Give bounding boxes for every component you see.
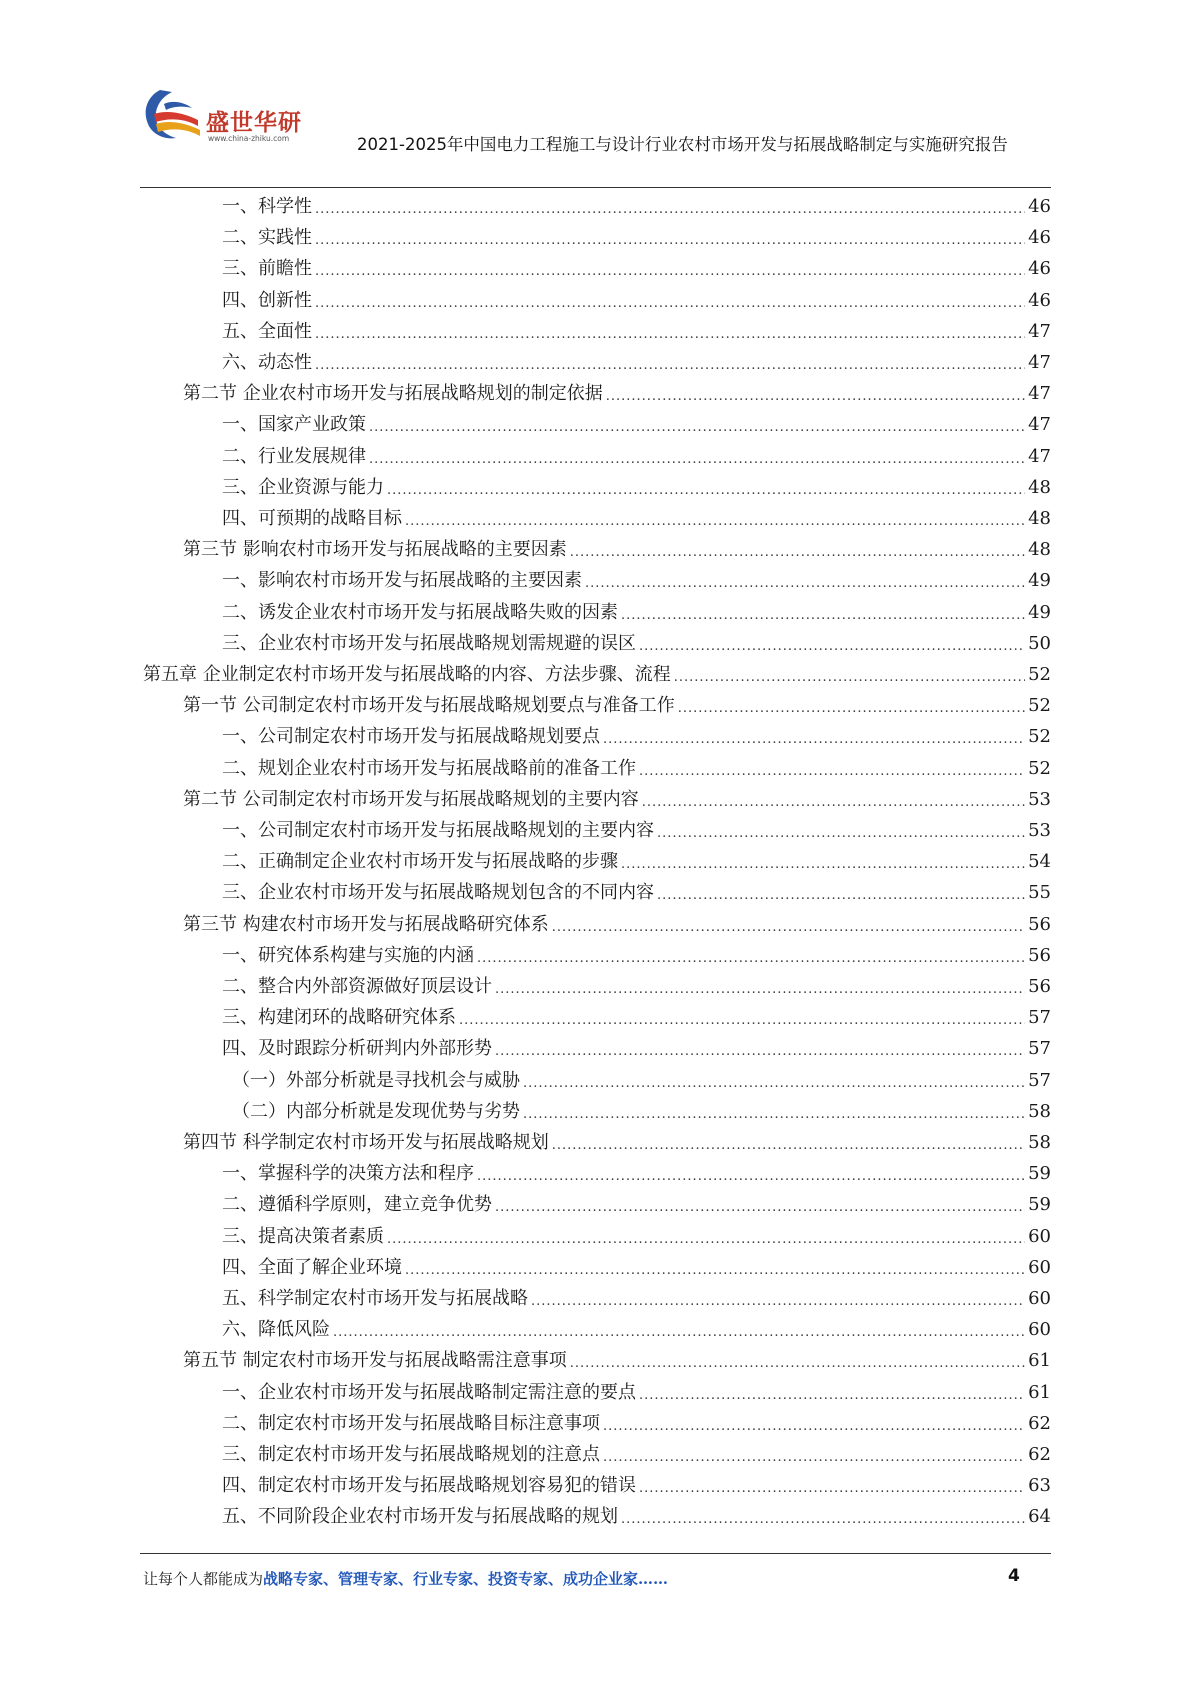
toc-entry-label: 二、实践性 <box>222 227 312 249</box>
toc-entry-label: 二、规划企业农村市场开发与拓展战略前的准备工作 <box>222 757 636 779</box>
toc-entry-label: 二、遵循科学原则，建立竞争优势 <box>222 1194 492 1216</box>
toc-entry[interactable] <box>222 1501 1051 1532</box>
toc-entry-label: 三、企业农村市场开发与拓展战略规划包含的不同内容 <box>222 882 654 904</box>
toc-leader-dots <box>639 631 1025 662</box>
toc-entry-label: 第二节 企业农村市场开发与拓展战略规划的制定依据 <box>183 383 603 405</box>
toc-entry-page: 57 <box>1028 1069 1051 1091</box>
toc-entry-label: 二、正确制定企业农村市场开发与拓展战略的步骤 <box>222 851 618 873</box>
footer-slogan <box>143 1568 668 1589</box>
toc-entry[interactable] <box>183 909 1051 940</box>
toc-entry-label: 三、企业资源与能力 <box>222 476 384 498</box>
toc-leader-dots <box>642 787 1025 818</box>
toc-entry-label: 第五章 企业制定农村市场开发与拓展战略的内容、方法步骤、流程 <box>143 664 671 685</box>
toc-entry[interactable] <box>222 1314 1051 1345</box>
toc-entry[interactable] <box>222 1033 1051 1064</box>
toc-entry[interactable] <box>183 378 1051 409</box>
toc-leader-dots <box>639 1380 1025 1411</box>
toc-leader-dots <box>570 537 1025 568</box>
toc-leader-dots <box>523 1068 1025 1099</box>
toc-leader-dots <box>369 412 1025 443</box>
toc-leader-dots <box>369 444 1025 475</box>
toc-entry-page: 49 <box>1028 601 1051 623</box>
toc-entry-label: 第一节 公司制定农村市场开发与拓展战略规划要点与准备工作 <box>183 695 675 717</box>
toc-entry[interactable] <box>222 597 1051 628</box>
toc-entry-label: 二、诱发企业农村市场开发与拓展战略失败的因素 <box>222 601 618 623</box>
toc-entry[interactable] <box>143 659 1051 690</box>
toc-entry-label: 四、全面了解企业环境 <box>222 1256 402 1278</box>
toc-entry-label: 三、制定农村市场开发与拓展战略规划的注意点 <box>222 1444 600 1465</box>
toc-leader-dots <box>531 1286 1025 1317</box>
toc-entry-label: 第五节 制定农村市场开发与拓展战略需注意事项 <box>183 1350 567 1372</box>
toc-leader-dots <box>315 225 1025 256</box>
toc-entry-page: 53 <box>1028 788 1051 810</box>
toc-entry-label: 二、制定农村市场开发与拓展战略目标注意事项 <box>222 1412 600 1434</box>
toc-entry-page: 60 <box>1028 1225 1051 1247</box>
toc-leader-dots <box>621 600 1025 631</box>
toc-entry-page: 64 <box>1028 1506 1051 1528</box>
toc-entry-label: 四、创新性 <box>222 289 312 311</box>
toc-entry-page: 47 <box>1028 320 1051 342</box>
toc-entry-label: 三、前瞻性 <box>222 258 312 280</box>
toc-leader-dots <box>552 1130 1025 1161</box>
toc-entry[interactable] <box>222 565 1051 596</box>
toc-entry-label: 一、影响农村市场开发与拓展战略的主要因素 <box>222 570 582 592</box>
toc-entry-page: 59 <box>1028 1194 1051 1216</box>
toc-entry-label: 第三节 影响农村市场开发与拓展战略的主要因素 <box>183 539 567 561</box>
toc-leader-dots <box>387 1224 1025 1255</box>
toc-leader-dots <box>606 381 1025 412</box>
toc-entry[interactable] <box>222 628 1051 659</box>
toc-entry-page: 52 <box>1028 664 1051 685</box>
logo-url: www.china-zhiku.com <box>208 134 290 143</box>
toc-entry-page: 61 <box>1028 1381 1051 1403</box>
toc-leader-dots <box>639 756 1025 787</box>
toc-entry[interactable] <box>222 191 1051 222</box>
toc-leader-dots <box>657 818 1025 849</box>
toc-entry-label: 一、公司制定农村市场开发与拓展战略规划要点 <box>222 726 600 748</box>
toc-entry[interactable] <box>183 1345 1051 1376</box>
toc-entry-label: 第三节 构建农村市场开发与拓展战略研究体系 <box>183 913 549 935</box>
toc-entry[interactable] <box>222 971 1051 1002</box>
toc-entry-page: 60 <box>1028 1319 1051 1341</box>
toc-leader-dots <box>477 1161 1025 1192</box>
toc-entry[interactable] <box>222 1408 1051 1439</box>
header-divider <box>140 187 1051 188</box>
toc-entry[interactable] <box>183 784 1051 815</box>
toc-entry-page: 57 <box>1028 1007 1051 1029</box>
toc-entry-label: 三、提高决策者素质 <box>222 1225 384 1247</box>
toc-leader-dots <box>459 1005 1025 1036</box>
toc-entry-page: 60 <box>1028 1256 1051 1278</box>
toc-entry-page: 60 <box>1028 1288 1051 1309</box>
toc-leader-dots <box>570 1348 1025 1379</box>
toc-entry-label: （二）内部分析就是发现优势与劣势 <box>232 1100 520 1122</box>
toc-leader-dots <box>315 319 1025 350</box>
toc-entry[interactable] <box>183 534 1051 565</box>
toc-entry-page: 62 <box>1028 1412 1051 1434</box>
toc-entry-label: 一、研究体系构建与实施的内涵 <box>222 944 474 966</box>
toc-entry-page: 47 <box>1028 383 1051 405</box>
toc-entry-label: 五、不同阶段企业农村市场开发与拓展战略的规划 <box>222 1506 618 1528</box>
toc-entry-label: 五、全面性 <box>222 320 312 342</box>
toc-entry-page: 50 <box>1028 632 1051 654</box>
toc-entry-page: 53 <box>1028 820 1051 841</box>
toc-entry[interactable] <box>222 409 1051 440</box>
logo-text: 盛世华研 <box>206 110 302 136</box>
toc-entry[interactable] <box>222 1439 1051 1470</box>
toc-entry-page: 46 <box>1028 196 1051 217</box>
toc-entry[interactable] <box>222 253 1051 284</box>
report-title: 2021-2025年中国电力工程施工与设计行业农村市场开发与拓展战略制定与实施研究报告 <box>357 135 1008 154</box>
toc-entry-label: 一、科学性 <box>222 196 312 217</box>
toc-leader-dots <box>678 693 1025 724</box>
toc-leader-dots <box>387 475 1025 506</box>
toc-entry-page: 48 <box>1028 539 1051 561</box>
toc-entry-label: 一、国家产业政策 <box>222 414 366 436</box>
toc-entry[interactable] <box>222 222 1051 253</box>
toc-entry[interactable] <box>222 1002 1051 1033</box>
toc-entry-page: 52 <box>1028 726 1051 748</box>
toc-entry[interactable] <box>222 441 1051 472</box>
toc-entry-label: 六、降低风险 <box>222 1319 330 1341</box>
toc-entry-label: 二、整合内外部资源做好顶层设计 <box>222 976 492 997</box>
toc-leader-dots <box>585 568 1025 599</box>
toc-entry-label: 第四节 科学制定农村市场开发与拓展战略规划 <box>183 1132 549 1153</box>
toc-entry-label: 四、及时跟踪分析研判内外部形势 <box>222 1038 492 1060</box>
toc-leader-dots <box>552 912 1025 943</box>
toc-entry-label: （一）外部分析就是寻找机会与威胁 <box>232 1069 520 1091</box>
toc-entry-page: 62 <box>1028 1444 1051 1465</box>
toc-entry-label: 一、公司制定农村市场开发与拓展战略规划的主要内容 <box>222 820 654 841</box>
toc-leader-dots <box>603 724 1025 755</box>
toc-entry-label: 三、企业农村市场开发与拓展战略规划需规避的误区 <box>222 632 636 654</box>
toc-entry-page: 56 <box>1028 913 1051 935</box>
toc-leader-dots <box>639 1473 1025 1504</box>
toc-entry-label: 四、制定农村市场开发与拓展战略规划容易犯的错误 <box>222 1475 636 1497</box>
toc-leader-dots <box>315 256 1025 287</box>
toc-entry-page: 61 <box>1028 1350 1051 1372</box>
toc-leader-dots <box>315 194 1025 225</box>
toc-leader-dots <box>657 880 1025 911</box>
toc-entry[interactable] <box>222 1252 1051 1283</box>
toc-leader-dots <box>477 943 1025 974</box>
toc-entry-label: 二、行业发展规律 <box>222 445 366 467</box>
toc-entry-page: 57 <box>1028 1038 1051 1060</box>
toc-entry-label: 六、动态性 <box>222 352 312 373</box>
toc-leader-dots <box>495 974 1025 1005</box>
toc-entry[interactable] <box>232 1096 1051 1127</box>
toc-entry[interactable] <box>232 1065 1051 1096</box>
toc-entry[interactable] <box>222 503 1051 534</box>
toc-leader-dots <box>621 849 1025 880</box>
toc-leader-dots <box>603 1411 1025 1442</box>
toc-entry[interactable] <box>222 1189 1051 1220</box>
footer-divider <box>140 1553 1051 1554</box>
toc-entry[interactable] <box>222 877 1051 908</box>
toc-entry-page: 63 <box>1028 1475 1051 1497</box>
toc-entry[interactable] <box>222 815 1051 846</box>
toc-entry[interactable] <box>222 846 1051 877</box>
toc-entry-page: 59 <box>1028 1163 1051 1185</box>
toc-entry-label: 第二节 公司制定农村市场开发与拓展战略规划的主要内容 <box>183 788 639 810</box>
toc-entry-page: 46 <box>1028 258 1051 280</box>
toc-leader-dots <box>405 506 1025 537</box>
toc-entry-page: 52 <box>1028 695 1051 717</box>
toc-entry[interactable] <box>222 940 1051 971</box>
toc-entry-page: 48 <box>1028 476 1051 498</box>
toc-entry[interactable] <box>222 721 1051 752</box>
toc-entry-page: 54 <box>1028 851 1051 873</box>
toc-entry-label: 三、构建闭环的战略研究体系 <box>222 1007 456 1029</box>
toc-entry-page: 58 <box>1028 1100 1051 1122</box>
toc-entry-label: 一、掌握科学的决策方法和程序 <box>222 1163 474 1185</box>
toc-entry-label: 五、科学制定农村市场开发与拓展战略 <box>222 1288 528 1309</box>
toc-entry-page: 47 <box>1028 352 1051 373</box>
toc-entry[interactable] <box>183 1127 1051 1158</box>
toc-leader-dots <box>405 1255 1025 1286</box>
footer-slogan-prefix: 让每个人都能成为 <box>143 1570 264 1588</box>
toc-leader-dots <box>523 1099 1025 1130</box>
toc-entry-page: 48 <box>1028 508 1051 529</box>
toc-entry-page: 56 <box>1028 944 1051 966</box>
toc-entry-page: 46 <box>1028 227 1051 249</box>
toc-entry[interactable] <box>222 316 1051 347</box>
toc-leader-dots <box>621 1504 1025 1535</box>
toc-entry-label: 四、可预期的战略目标 <box>222 508 402 529</box>
toc-entry[interactable] <box>222 285 1051 316</box>
toc-entry-page: 49 <box>1028 570 1051 592</box>
toc-entry[interactable] <box>222 753 1051 784</box>
toc-leader-dots <box>333 1317 1025 1348</box>
page-number: 4 <box>1008 1566 1020 1586</box>
toc-entry[interactable] <box>222 1158 1051 1189</box>
toc-entry[interactable] <box>222 1377 1051 1408</box>
toc-entry-page: 56 <box>1028 976 1051 997</box>
toc-leader-dots <box>495 1036 1025 1067</box>
footer-slogan-highlight: 战略专家、管理专家、行业专家、投资专家、成功企业家…… <box>263 1570 669 1588</box>
toc-entry-label: 一、企业农村市场开发与拓展战略制定需注意的要点 <box>222 1381 636 1403</box>
toc-entry[interactable] <box>183 690 1051 721</box>
toc-entry[interactable] <box>222 1221 1051 1252</box>
toc-leader-dots <box>315 288 1025 319</box>
toc-entry-page: 55 <box>1028 882 1051 904</box>
toc-entry[interactable] <box>222 1470 1051 1501</box>
toc-leader-dots <box>674 662 1025 693</box>
toc-entry[interactable] <box>222 347 1051 378</box>
toc-entry[interactable] <box>222 472 1051 503</box>
toc-entry-page: 46 <box>1028 289 1051 311</box>
toc-entry-page: 52 <box>1028 757 1051 779</box>
toc-entry-page: 58 <box>1028 1132 1051 1153</box>
toc-entry-page: 47 <box>1028 445 1051 467</box>
toc-leader-dots <box>603 1442 1025 1473</box>
toc-leader-dots <box>495 1192 1025 1223</box>
toc-leader-dots <box>315 350 1025 381</box>
toc-entry-page: 47 <box>1028 414 1051 436</box>
toc-entry[interactable] <box>222 1283 1051 1314</box>
